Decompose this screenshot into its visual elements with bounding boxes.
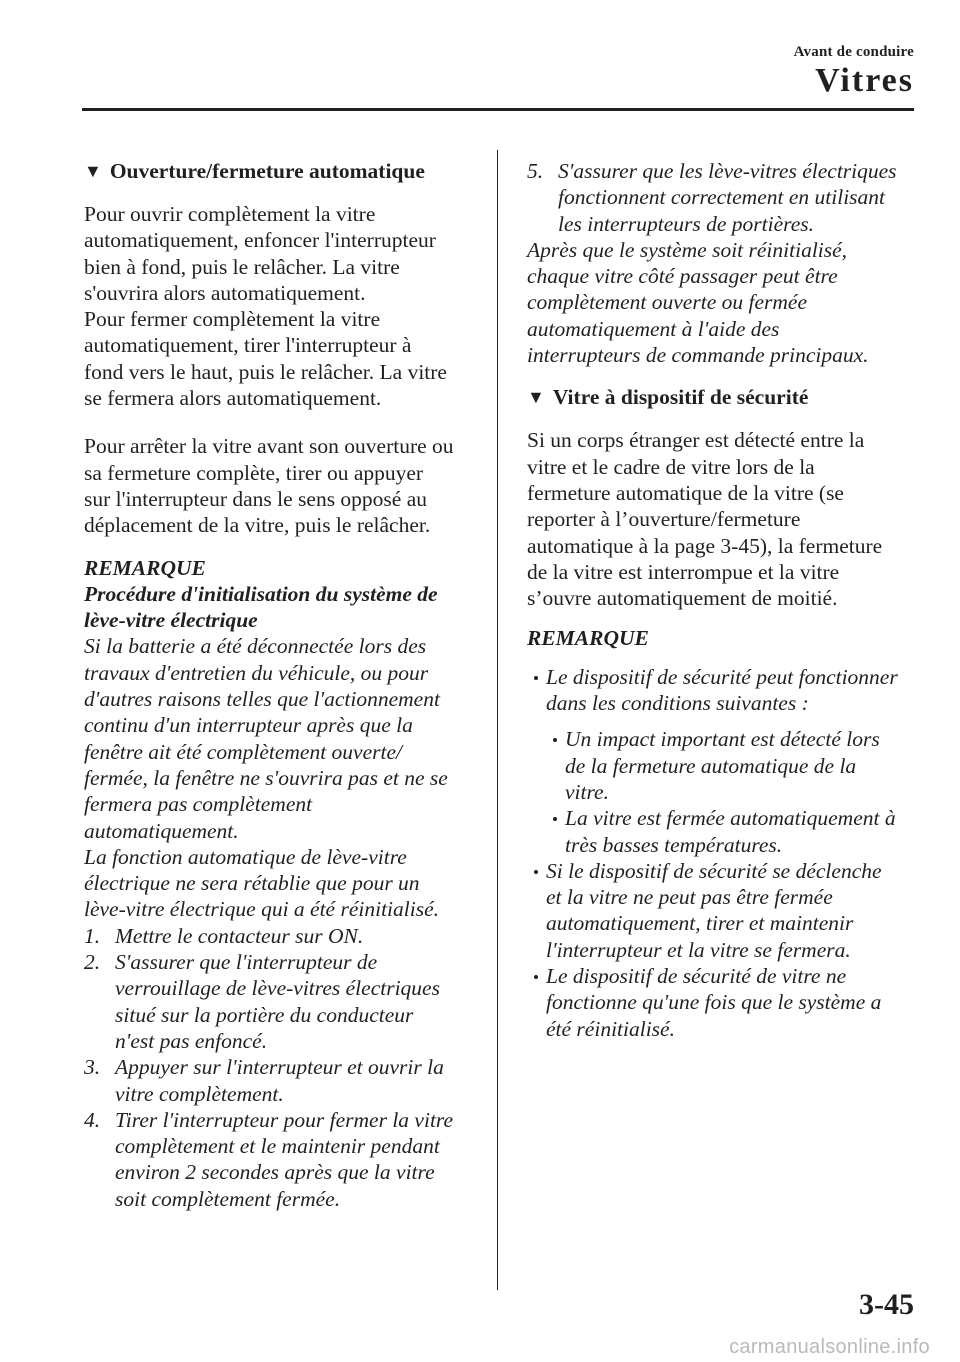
step-line: situé sur la portière du conducteur <box>115 1002 414 1027</box>
bullet-item <box>532 664 922 717</box>
step-number: 3. <box>84 1055 101 1080</box>
watermark: carmanualsonline.info <box>729 1336 930 1358</box>
note-block <box>84 555 484 1212</box>
paragraph-safety <box>527 427 922 611</box>
step-line: Mettre le contacteur sur ON. <box>115 923 364 948</box>
text-line: déplacement de la vitre, puis le relâcher. <box>84 513 431 538</box>
note-title-line: lève-vitre électrique <box>84 608 258 633</box>
step-line: n'est pas enfoncé. <box>115 1028 268 1053</box>
text-line: automatiquement, enfoncer l'interrupteur <box>84 228 436 253</box>
right-column <box>527 158 922 1042</box>
column-divider <box>497 150 498 1290</box>
text-line: de la vitre est interrompue et la vitre <box>527 559 840 584</box>
step-text <box>115 949 484 1054</box>
note-line: fermée, la fenêtre ne s'ouvrira pas et ne se <box>84 765 448 790</box>
note-line: interrupteurs de commande principaux. <box>527 343 869 368</box>
note-line: La fonction automatique de lève-vitre <box>84 844 407 869</box>
bullet-line: l'interrupteur et la vitre se fermera. <box>546 937 851 962</box>
note-line: Après que le système soit réinitialisé, <box>527 237 848 262</box>
note-line: automatiquement à l'aide des <box>527 316 780 341</box>
step-line: S'assurer que l'interrupteur de <box>115 950 378 975</box>
paragraph-stop <box>84 433 484 538</box>
note-line: travaux d'entretien du véhicule, ou pour <box>84 660 429 685</box>
bullet-line: automatiquement, tirer et maintenir <box>546 911 854 936</box>
triangle-down-icon: ▼ <box>527 387 545 408</box>
bullet-text <box>546 963 922 1042</box>
step-3 <box>84 1054 484 1107</box>
section-heading-safety <box>527 384 922 411</box>
step-text <box>115 923 484 949</box>
step-line: Tirer l'interrupteur pour fermer la vitre <box>115 1107 454 1132</box>
bullet-item <box>532 963 922 1042</box>
left-column <box>84 158 484 1212</box>
paragraph-open-close <box>84 201 484 411</box>
bullet-item <box>532 858 922 963</box>
bullet-text <box>546 858 922 963</box>
note-line: fenêtre ait été complètement ouverte/ <box>84 739 402 764</box>
bullet-text <box>546 664 922 717</box>
bullet-dot <box>532 858 546 963</box>
step-line: soit complètement fermée. <box>115 1186 341 1211</box>
bullet-line: Un impact important est détecté lors <box>565 727 880 752</box>
bullet-line: vitre. <box>565 779 609 804</box>
note-line: complètement ouverte ou fermée <box>527 290 807 315</box>
step-line: vitre complètement. <box>115 1081 284 1106</box>
step-number: 2. <box>84 950 101 975</box>
bullet-text <box>565 726 922 805</box>
text-line: fermeture automatique de la vitre (se <box>527 480 844 505</box>
step-number: 4. <box>84 1107 101 1132</box>
step-line: verrouillage de lève-vitres électriques <box>115 976 440 1001</box>
step-text <box>115 1107 484 1212</box>
step-line: complètement et le maintenir pendant <box>115 1134 440 1159</box>
note-line: lève-vitre électrique qui a été réinitialisé. <box>84 897 440 922</box>
note-line: d'autres raisons telles que l'actionnement <box>84 687 440 712</box>
text-line: automatiquement, tirer l'interrupteur à <box>84 333 412 358</box>
step-line: fonctionnent correctement en utilisant <box>558 185 886 210</box>
bullet-dot <box>532 664 546 717</box>
note-line: continu d'un interrupteur après que la <box>84 713 413 738</box>
step-2 <box>84 949 484 1054</box>
note-block-safety <box>527 625 922 1041</box>
bullet-line: Si le dispositif de sécurité se déclenche <box>546 858 882 883</box>
note-line: électrique ne sera rétablie que pour un <box>84 871 420 896</box>
sub-bullet-item <box>551 805 922 858</box>
step-number: 5. <box>527 159 544 183</box>
step-number: 1. <box>84 923 101 948</box>
text-line: se fermera alors automatiquement. <box>84 386 382 411</box>
step-5 <box>527 158 922 237</box>
bullet-text <box>565 805 922 858</box>
note-line: Si la batterie a été déconnectée lors des <box>84 634 427 659</box>
step-1 <box>84 923 484 949</box>
bullet-line: et la vitre ne peut pas être fermée <box>546 885 833 910</box>
bullet-line: été réinitialisé. <box>546 1016 675 1041</box>
text-line: Pour ouvrir complètement la vitre <box>84 202 376 226</box>
note-continuation <box>527 158 922 368</box>
bullet-line: très basses températures. <box>565 832 783 857</box>
step-text <box>115 1054 484 1107</box>
text-line: reporter à l’ouverture/fermeture <box>527 507 801 532</box>
text-line: bien à fond, puis le relâcher. La vitre <box>84 254 400 279</box>
step-line: S'assurer que les lève-vitres électriques <box>558 159 897 183</box>
heading-text: Vitre à dispositif de sécurité <box>552 385 809 410</box>
step-line: Appuyer sur l'interrupteur et ouvrir la <box>115 1055 444 1080</box>
text-line: vitre et le cadre de vitre lors de la <box>527 454 815 479</box>
note-line: fermera pas complètement <box>84 792 313 817</box>
note-label: REMARQUE <box>84 555 206 580</box>
bullet-line: Le dispositif de sécurité de vitre ne <box>546 964 847 989</box>
step-4 <box>84 1107 484 1212</box>
header-section: Avant de conduire <box>793 44 914 60</box>
page-number: 3-45 <box>859 1288 914 1321</box>
step-line: les interrupteurs de portières. <box>558 211 814 236</box>
bullet-line: La vitre est fermée automatiquement à <box>565 806 896 831</box>
text-line: Pour arrêter la vitre avant son ouverture ou <box>84 434 454 459</box>
bullet-line: de la fermeture automatique de la <box>565 753 857 778</box>
text-line: Si un corps étranger est détecté entre la <box>527 428 865 453</box>
text-line: s’ouvre automatiquement de moitié. <box>527 586 838 611</box>
triangle-down-icon: ▼ <box>84 161 102 181</box>
note-line: chaque vitre côté passager peut être <box>527 264 838 289</box>
text-line: s'ouvrira alors automatiquement. <box>84 280 366 305</box>
section-heading-auto <box>84 158 484 185</box>
note-line: automatiquement. <box>84 818 239 843</box>
step-line: environ 2 secondes après que la vitre <box>115 1160 435 1185</box>
sub-bullet-item <box>551 726 922 805</box>
note-label: REMARQUE <box>527 626 649 651</box>
bullet-line: fonctionne qu'une fois que le système a <box>546 990 882 1015</box>
bullet-line: Le dispositif de sécurité peut fonctionner <box>546 664 898 689</box>
text-line: automatique à la page 3-45), la fermeture <box>527 533 883 558</box>
bullet-dot <box>551 805 565 858</box>
text-line: fond vers le haut, puis le relâcher. La vitre <box>84 359 447 384</box>
heading-text: Ouverture/fermeture automatique <box>109 159 425 183</box>
text-line: sa fermeture complète, tirer ou appuyer <box>84 460 424 485</box>
bullet-line: dans les conditions suivantes : <box>546 691 809 716</box>
page-title: Vitres <box>815 62 914 99</box>
header-rule <box>82 108 914 111</box>
text-line: Pour fermer complètement la vitre <box>84 307 381 332</box>
text-line: sur l'interrupteur dans le sens opposé au <box>84 486 428 511</box>
bullet-dot <box>551 726 565 805</box>
step-text <box>558 158 922 237</box>
bullet-dot <box>532 963 546 1042</box>
note-title-line: Procédure d'initialisation du système de <box>84 581 438 606</box>
